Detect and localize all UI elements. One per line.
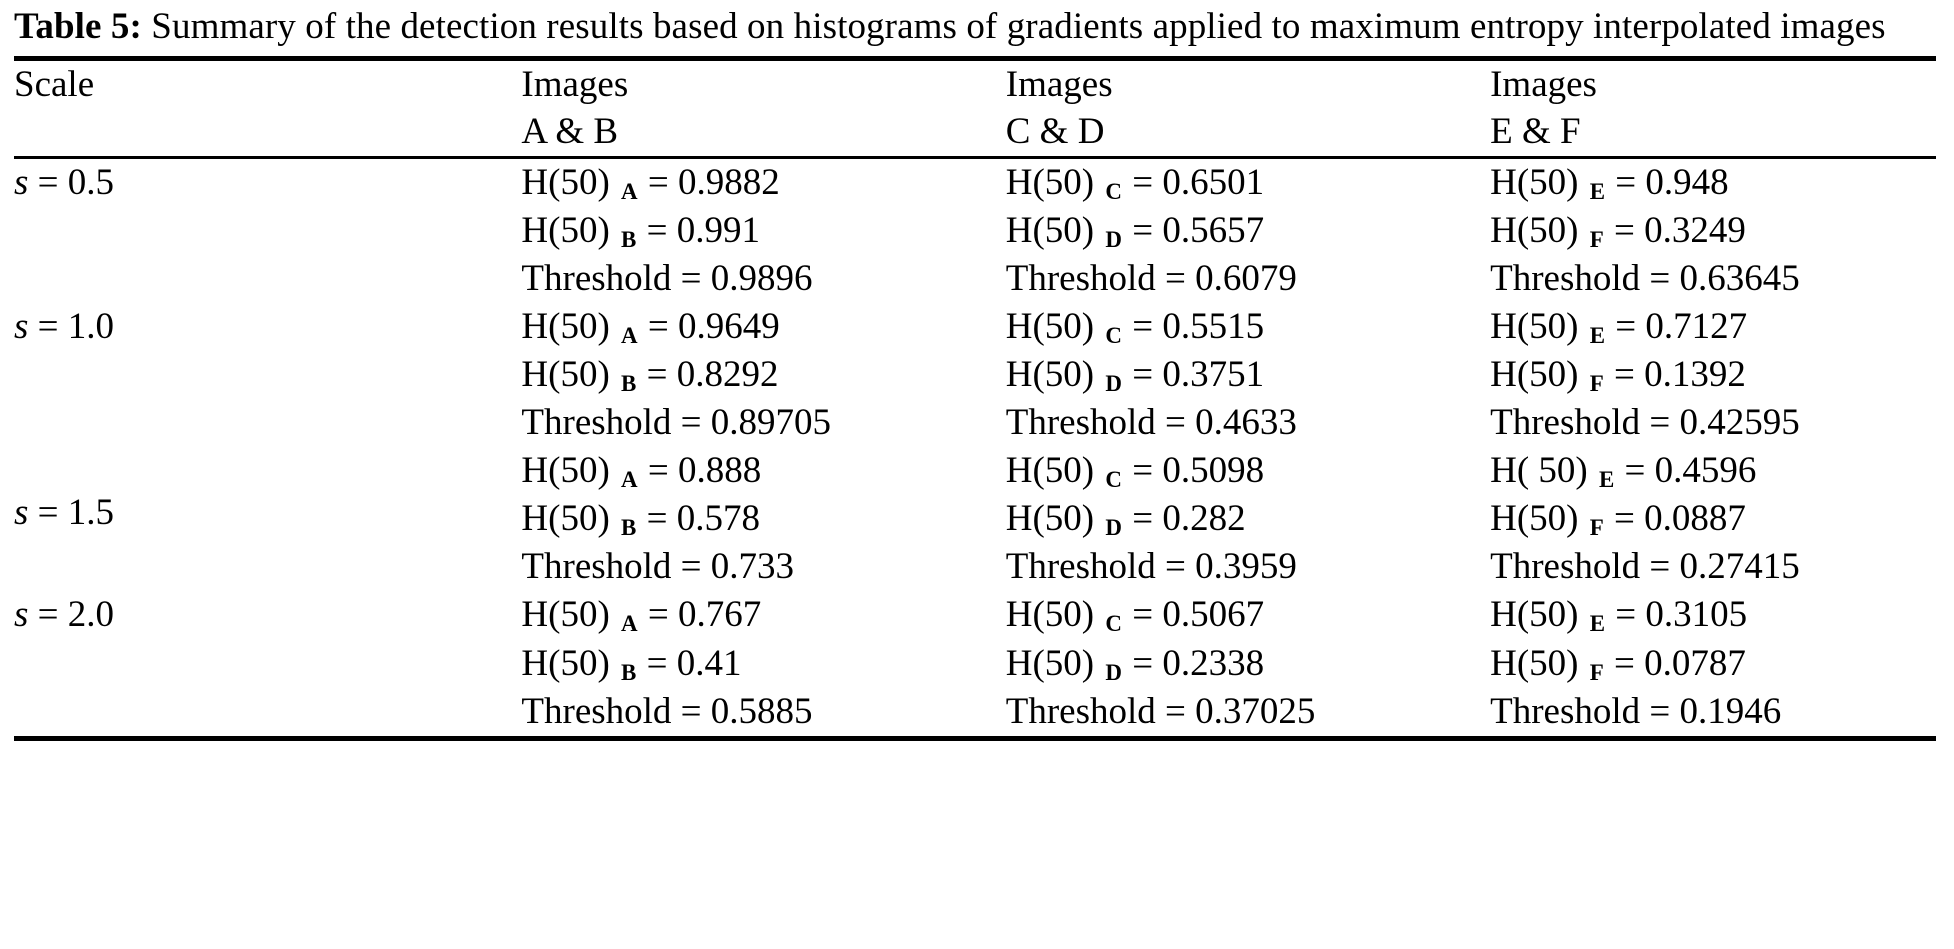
table-row — [14, 303, 1936, 447]
cell-line: Threshold = 0.1946 — [1490, 690, 1782, 732]
table-row — [14, 157, 1936, 303]
row-cell-cd — [1006, 157, 1490, 303]
scale-variable: s — [14, 594, 29, 636]
column-header-scale-line1: Scale — [14, 63, 95, 105]
row-cell-cd — [1006, 591, 1490, 738]
row-scale-cell — [14, 303, 521, 447]
cell-line: H(50) $_D$ = 0.5657 — [1005, 209, 1265, 252]
cell-line: H(50) $_C$ = 0.5067 — [1005, 594, 1265, 637]
scale-variable: s — [14, 492, 29, 534]
row-cell-ab — [521, 447, 1005, 591]
cell-line: Threshold = 0.9896 — [521, 257, 813, 299]
cell-line: Threshold = 0.42595 — [1490, 402, 1800, 444]
column-header-cd-line2: C & D — [1005, 111, 1105, 153]
row-cell-ef — [1490, 591, 1936, 738]
row-cell-ef — [1490, 157, 1936, 303]
cell-line: H(50) $_C$ = 0.5098 — [1005, 450, 1265, 493]
cell-line: H(50) $_F$ = 0.3249 — [1490, 209, 1746, 252]
row-cell-ab — [521, 591, 1005, 738]
column-header-cd — [1006, 58, 1490, 157]
cell-line: H(50) $_A$ = 0.888 — [521, 450, 762, 493]
table-head — [14, 58, 1936, 157]
scale-value: = 0.5 — [28, 161, 115, 203]
table-caption-label: Table 5: — [14, 6, 142, 47]
row-cell-ef — [1490, 303, 1936, 447]
cell-line: Threshold = 0.37025 — [1005, 690, 1316, 732]
cell-line: H(50) $_B$ = 0.578 — [521, 498, 760, 541]
scale-value: = 1.0 — [28, 305, 115, 347]
cell-line: H(50) $_B$ = 0.991 — [521, 209, 760, 252]
column-header-scale — [14, 58, 521, 157]
scale-variable: s — [14, 161, 29, 203]
cell-line: H(50) $_A$ = 0.9882 — [521, 161, 780, 204]
cell-line: H(50) $_D$ = 0.3751 — [1005, 353, 1265, 396]
table-body — [14, 157, 1936, 738]
cell-line: H(50) $_F$ = 0.0887 — [1490, 498, 1746, 541]
cell-line: Threshold = 0.3959 — [1005, 546, 1297, 588]
cell-line: Threshold = 0.4633 — [1005, 402, 1297, 444]
table-row — [14, 591, 1936, 738]
row-cell-ef — [1490, 447, 1936, 591]
scale-value: = 2.0 — [28, 594, 115, 636]
cell-line: H(50) $_A$ = 0.9649 — [521, 305, 780, 348]
column-header-ef-line1: Images — [1490, 63, 1597, 105]
table-header-row — [14, 58, 1936, 157]
row-scale-cell — [14, 591, 521, 738]
row-scale-cell — [14, 157, 521, 303]
cell-line: H(50) $_D$ = 0.2338 — [1005, 642, 1265, 685]
cell-line: H(50) $_F$ = 0.1392 — [1490, 353, 1746, 396]
cell-line: Threshold = 0.6079 — [1005, 257, 1297, 299]
column-header-ab-line2: A & B — [521, 111, 619, 153]
cell-line: H(50) $_F$ = 0.0787 — [1490, 642, 1746, 685]
cell-line: Threshold = 0.5885 — [521, 690, 813, 732]
row-cell-ab — [521, 157, 1005, 303]
column-header-cd-line1: Images — [1005, 63, 1113, 105]
cell-line: H(50) $_B$ = 0.8292 — [521, 353, 779, 396]
column-header-ef-line2: E & F — [1490, 111, 1581, 153]
cell-line: H( 50) $_E$ = 0.4596 — [1490, 450, 1757, 493]
row-scale-cell — [14, 447, 521, 591]
cell-line: H(50) $_D$ = 0.282 — [1005, 498, 1246, 541]
table-caption-text: Summary of the detection results based on histograms of gradients applied to maximum entropy interpolated images — [141, 6, 1886, 47]
scale-value: = 1.5 — [28, 492, 115, 534]
results-table — [14, 56, 1936, 741]
column-header-ab — [521, 58, 1005, 157]
table-caption — [14, 4, 1936, 50]
row-cell-ab — [521, 303, 1005, 447]
cell-line: H(50) $_E$ = 0.3105 — [1490, 594, 1748, 637]
table-row — [14, 447, 1936, 591]
cell-line: Threshold = 0.27415 — [1490, 546, 1800, 588]
cell-line: H(50) $_E$ = 0.7127 — [1490, 305, 1748, 348]
cell-line: H(50) $_C$ = 0.5515 — [1005, 305, 1265, 348]
cell-line: H(50) $_B$ = 0.41 — [521, 642, 742, 685]
row-cell-cd — [1006, 447, 1490, 591]
cell-line: H(50) $_E$ = 0.948 — [1490, 161, 1729, 204]
scale-variable: s — [14, 305, 29, 347]
row-cell-cd — [1006, 303, 1490, 447]
cell-line: Threshold = 0.733 — [521, 546, 795, 588]
cell-line: H(50) $_C$ = 0.6501 — [1005, 161, 1265, 204]
column-header-ef — [1490, 58, 1936, 157]
cell-line: Threshold = 0.63645 — [1490, 257, 1800, 299]
cell-line: H(50) $_A$ = 0.767 — [521, 594, 762, 637]
column-header-ab-line1: Images — [521, 63, 629, 105]
cell-line: Threshold = 0.89705 — [521, 402, 832, 444]
